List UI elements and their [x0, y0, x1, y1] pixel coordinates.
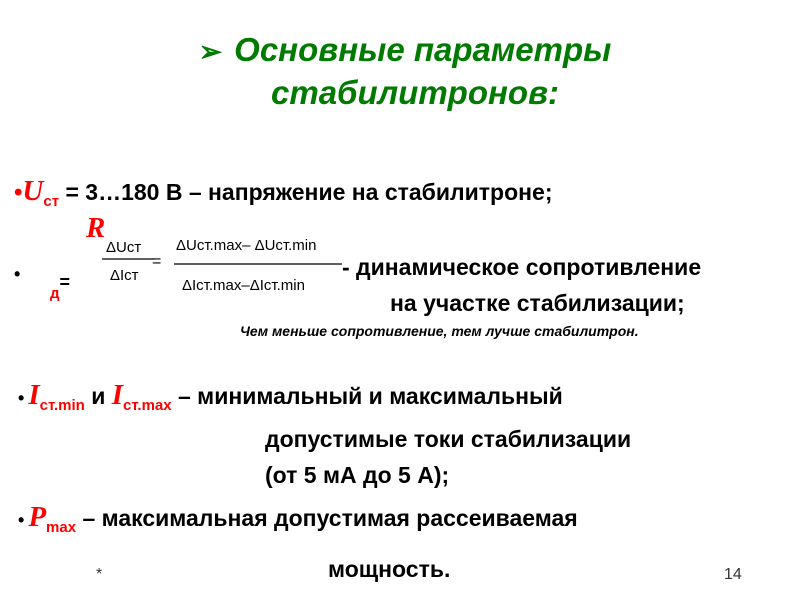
item-power-text-2: мощность. [328, 556, 451, 582]
symbol-i-min: I [28, 379, 40, 411]
item-current [18, 381, 563, 420]
item-current-text-2: допустимые токи стабилизации [265, 426, 632, 452]
item-resistance-bullet [14, 258, 24, 288]
symbol-p: P [28, 501, 47, 533]
item-voltage [14, 177, 552, 216]
bullet-icon: • [18, 510, 25, 530]
formula-equals: = [152, 253, 162, 270]
symbol-p-subscript: max [46, 519, 77, 536]
item-voltage-text: = 3…180 В – напряжение на стабилитроне; [59, 179, 553, 205]
item-current-text-1: – минимальный и максимальный [171, 383, 563, 409]
resistance-text-1: - динамическое сопротивление [342, 254, 702, 280]
item-current-text-3: (от 5 мА до 5 А); [265, 462, 450, 488]
symbol-r-subscript-wrap [50, 266, 70, 308]
slide-title-line-2: стабилитронов: [271, 74, 559, 111]
title-line-1: Основные параметры [234, 31, 612, 68]
symbol-r: R [86, 212, 106, 244]
page-number: 14 [724, 566, 742, 583]
bullet-icon: • [14, 264, 21, 284]
bullet-icon: • [18, 388, 25, 408]
symbol-r-subscript: д [50, 285, 60, 302]
symbol-i-min-subscript: ст.min [39, 397, 85, 414]
resistance-formula [102, 228, 344, 300]
symbol-i-max-subscript: ст.max [123, 397, 172, 414]
frac1-numerator: ΔUст [106, 239, 142, 256]
item-power [18, 503, 578, 542]
joiner-text: и [84, 383, 112, 409]
frac1-denominator: ΔIст [110, 267, 139, 284]
slide-title [0, 30, 800, 72]
resistance-text-2: на участке стабилизации; [390, 290, 685, 316]
bullet-icon: • [14, 179, 23, 206]
equals-sign: = [59, 272, 71, 292]
item-power-text-1: – максимальная допустимая рассеиваемая [76, 505, 578, 531]
frac2-numerator: ΔUст.max– ΔUст.min [176, 237, 317, 254]
symbol-i-max: I [111, 379, 124, 411]
symbol-u: U [22, 175, 44, 207]
frac2-denominator: ΔIст.max–ΔIст.min [182, 277, 305, 294]
footer-mark: * [96, 566, 103, 583]
arrow-bullet-icon: ➢ [198, 36, 223, 67]
resistance-note: Чем меньше сопротивление, тем лучше стабилитрон. [240, 323, 639, 339]
symbol-u-subscript: ст [43, 193, 60, 210]
